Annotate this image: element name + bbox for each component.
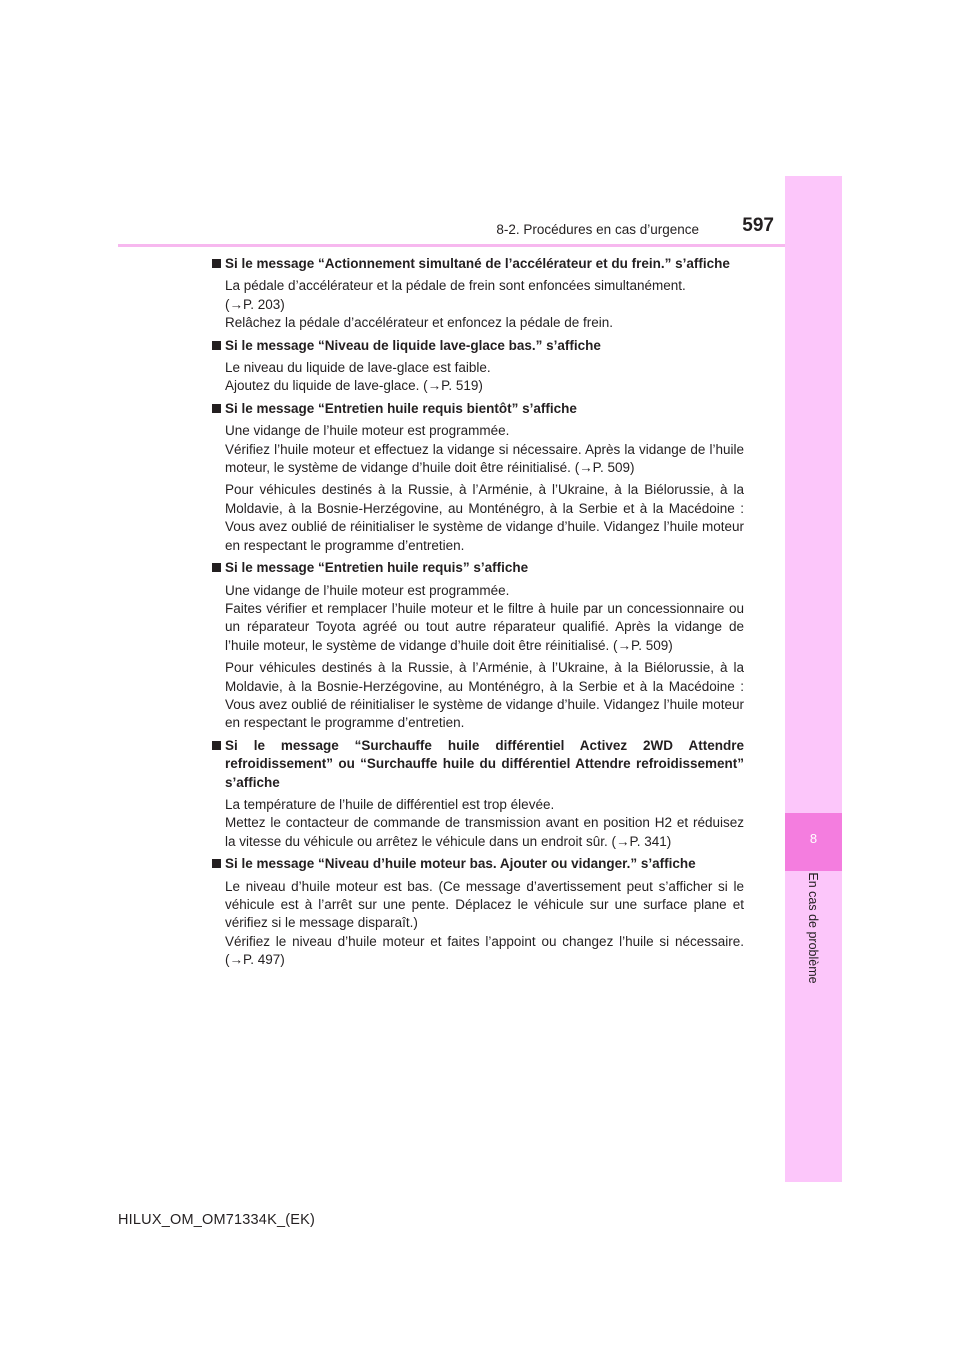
entry-paragraph — [212, 277, 744, 332]
square-bullet-icon — [212, 741, 221, 750]
message-entry — [212, 559, 744, 733]
message-entry — [212, 337, 744, 396]
entry-paragraph — [212, 359, 744, 396]
paragraph-line: Pour véhicules destinés à la Russie, à l’Arménie, à l’Ukraine, à la Biélorussie, à la Moldavie, à la Bosnie-Herzégovine, au Monténégro, à la Serbie et à la Macédoine : Vous avez oublié de réinitialiser le système de vidange d’huile. Vidangez l’huile moteur en respectant le programme d’entretien. — [225, 660, 744, 731]
paragraph-line: La température de l’huile de différentiel est trop élevée. — [225, 796, 555, 812]
entry-heading — [212, 737, 744, 792]
paragraph-line: Vérifiez le niveau d’huile moteur et faites l’appoint ou changez l’huile si nécessaire. (→P. 497) — [225, 933, 744, 968]
paragraph-line: Relâchez la pédale d’accélérateur et enfoncez la pédale de frein. — [225, 315, 614, 331]
paragraph-line: Le niveau du liquide de lave-glace est faible. — [225, 360, 491, 376]
entry-paragraph — [212, 422, 744, 477]
page-number: 597 — [742, 215, 774, 236]
message-entry — [212, 255, 744, 333]
entry-heading-text: Si le message “Surchauffe huile différentiel Activez 2WD Attendre refroidissement” ou “Surchauffe huile du différentiel Attendre refroidissement” s’affiche — [225, 737, 744, 790]
paragraph-line: Mettez le contacteur de commande de transmission avant en position H2 et réduisez la vitesse du véhicule ou arrêtez le véhicule dans un endroit sûr. (→P. 341) — [225, 815, 744, 849]
chapter-title: En cas de problème — [806, 872, 820, 984]
entry-heading-text: Si le message “Niveau de liquide lave-glace bas.” s’affiche — [225, 337, 601, 353]
paragraph-line: Vérifiez l’huile moteur et effectuez la vidange si nécessaire. Après la vidange de l’huile moteur, le système de vidange d’huile doit être réinitialisé. (→P. 509) — [225, 441, 744, 476]
square-bullet-icon — [212, 341, 221, 350]
entry-heading — [212, 255, 744, 273]
square-bullet-icon — [212, 563, 221, 572]
square-bullet-icon — [212, 859, 221, 868]
entry-heading-text: Si le message “Niveau d’huile moteur bas. Ajouter ou vidanger.” s’affiche — [225, 856, 696, 872]
section-header: 8-2. Procédures en cas d’urgence — [496, 222, 699, 237]
paragraph-line: Ajoutez du liquide de lave-glace. (→P. 519) — [225, 378, 483, 394]
paragraph-line: La pédale d’accélérateur et la pédale de frein sont enfoncées simultanément. — [225, 278, 686, 294]
paragraph-line: (→P. 203) — [225, 296, 285, 312]
square-bullet-icon — [212, 404, 221, 413]
header-rule — [118, 244, 842, 247]
message-entry — [212, 737, 744, 851]
footer-doc-code: HILUX_OM_OM71334K_(EK) — [118, 1212, 316, 1228]
chapter-tab[interactable] — [785, 813, 842, 871]
entry-paragraph — [212, 796, 744, 851]
entry-paragraph — [212, 582, 744, 656]
paragraph-line: Le niveau d’huile moteur est bas. (Ce message d’avertissement peut s’afficher si le véhicule est à l’arrêt sur une pente. Déplacez le véhicule sur une surface plane et vérifiez si le message disparaît.) — [225, 878, 744, 931]
entry-paragraph — [212, 481, 744, 555]
paragraph-line: Pour véhicules destinés à la Russie, à l’Arménie, à l’Ukraine, à la Biélorussie, à la Moldavie, à la Bosnie-Herzégovine, au Monténégro, à la Serbie et à la Macédoine : Vous avez oublié de réinitialiser le système de vidange d’huile. Vidangez l’huile moteur en respectant le programme d’entretien. — [225, 482, 744, 553]
paragraph-line: Faites vérifier et remplacer l’huile moteur et le filtre à huile par un concessionnaire ou un réparateur Toyota agréé ou tout autre réparateur qualifié. Après la vidange de l’huile moteur, le système de vidange d’huile doit être réinitialisé. (→P. 509) — [225, 600, 744, 653]
message-entry — [212, 400, 744, 555]
paragraph-line: Une vidange de l’huile moteur est programmée. — [225, 423, 510, 439]
entry-heading-text: Si le message “Actionnement simultané de l’accélérateur et du frein.” s’affiche — [225, 256, 730, 271]
entry-heading — [212, 559, 744, 577]
entry-heading-text: Si le message “Entretien huile requis” s’affiche — [225, 560, 529, 576]
entry-heading — [212, 855, 744, 873]
entry-heading — [212, 337, 744, 355]
message-entry — [212, 855, 744, 969]
content-body — [212, 255, 744, 974]
square-bullet-icon — [212, 259, 221, 268]
entry-heading — [212, 400, 744, 418]
side-tab — [785, 176, 842, 1182]
chapter-number: 8 — [809, 831, 818, 846]
entry-heading-text: Si le message “Entretien huile requis bientôt” s’affiche — [225, 400, 577, 416]
paragraph-line: Une vidange de l’huile moteur est programmée. — [225, 582, 510, 598]
entry-paragraph — [212, 878, 744, 970]
entry-paragraph — [212, 659, 744, 733]
